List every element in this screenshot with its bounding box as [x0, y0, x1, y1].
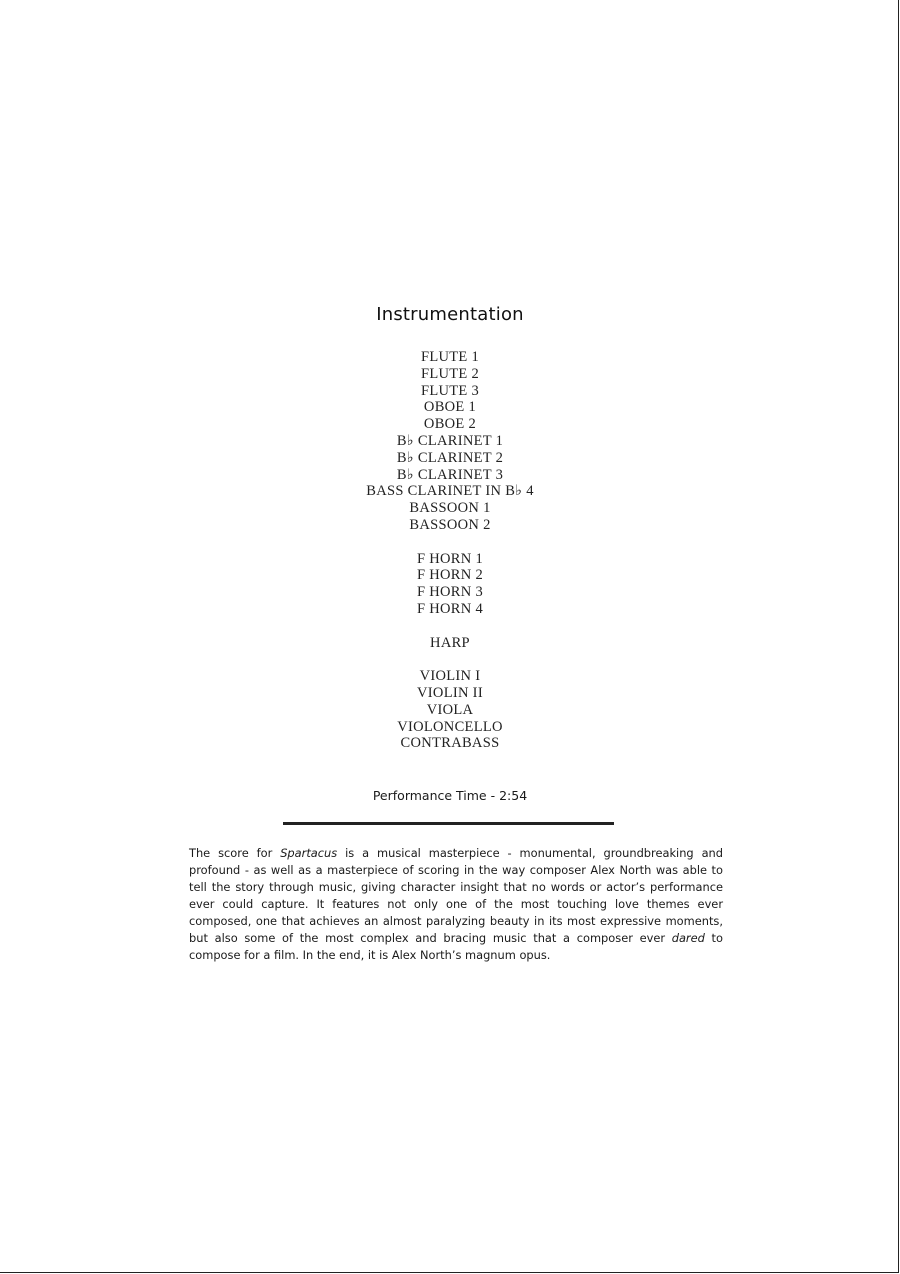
description-paragraph: [189, 845, 723, 964]
instrument-list: [0, 349, 900, 769]
instrument-item: VIOLIN I: [419, 668, 481, 685]
performance-time: Performance Time - 2:54: [372, 788, 528, 803]
instrument-item: FLUTE 2: [420, 365, 480, 382]
divider-rule: [283, 822, 614, 825]
instrument-item: F HORN 2: [416, 567, 484, 584]
instrument-item: BASSOON 2: [409, 516, 491, 533]
instrument-item: B♭ CLARINET 1: [396, 432, 504, 449]
instrument-group-horns: [0, 551, 900, 618]
description-text: is a musical masterpiece - monumental, groundbreaking and profound - as well as a masterpiece of scoring in the way composer Alex North was able to tell the story through music, giving character insight that no words or actor’s performance ever could capture. It features not only one of the most touching love themes ever composed, one that achieves an almost paralyzing beauty in its most expressive moments, but also some of the most complex and bracing music that a composer ever: [189, 846, 724, 945]
instrument-item: BASSOON 1: [409, 500, 491, 517]
instrument-item: OBOE 2: [423, 416, 477, 433]
instrument-item: VIOLIN II: [417, 684, 483, 701]
description-italic-word: dared: [671, 931, 705, 945]
instrument-group-harp: [0, 635, 900, 652]
instrument-item: F HORN 4: [416, 600, 484, 617]
instrument-item: OBOE 1: [423, 399, 477, 416]
instrument-group-strings: [0, 668, 900, 752]
instrument-item: BASS CLARINET IN B♭ 4: [366, 483, 534, 500]
instrument-item: B♭ CLARINET 2: [396, 449, 504, 466]
instrument-item: HARP: [430, 634, 470, 651]
instrument-item: FLUTE 1: [420, 349, 480, 365]
instrument-item: VIOLONCELLO: [397, 718, 503, 735]
instrument-item: F HORN 1: [416, 550, 484, 567]
page-title: Instrumentation: [376, 304, 524, 325]
description-title-italic: Spartacus: [280, 846, 338, 860]
instrument-group-woodwinds: [0, 349, 900, 534]
instrument-item: B♭ CLARINET 3: [396, 466, 504, 483]
instrument-item: F HORN 3: [416, 584, 484, 601]
description-text: to compose for a film. In the end, it is Alex North’s magnum opus.: [189, 931, 723, 962]
instrument-item: CONTRABASS: [400, 735, 500, 752]
description-text: The score for: [189, 846, 281, 860]
instrument-item: VIOLA: [426, 701, 474, 718]
instrument-item: FLUTE 3: [420, 382, 480, 399]
